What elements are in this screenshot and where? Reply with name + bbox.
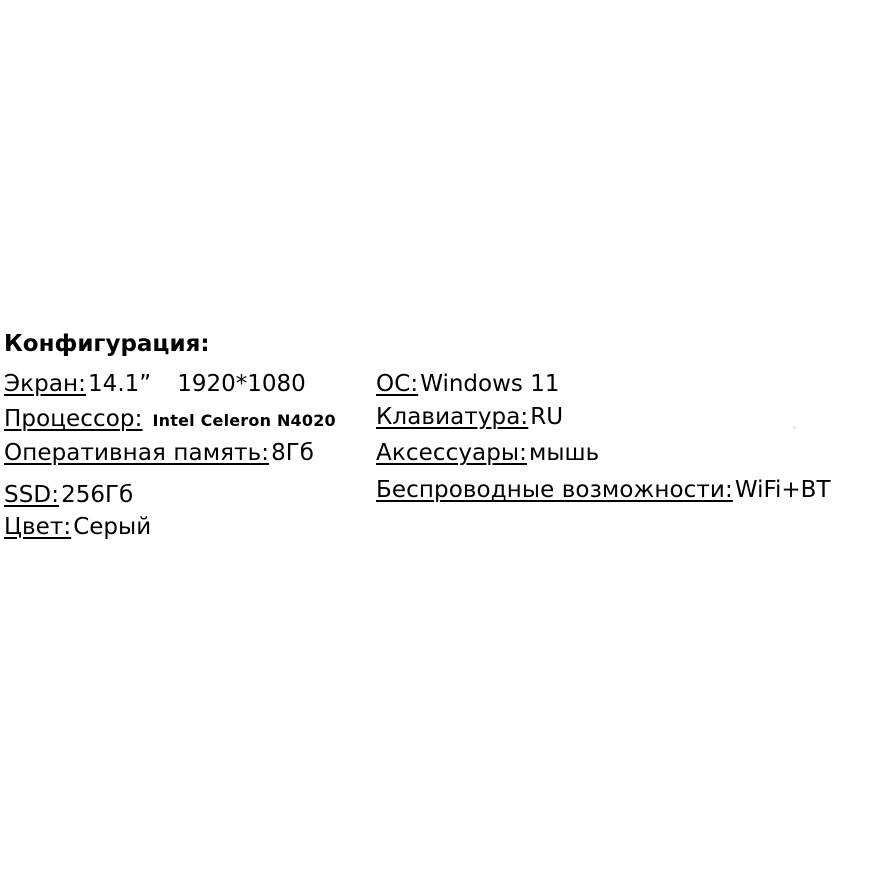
spec-value-ssd: 256Гб bbox=[61, 482, 134, 508]
config-title: Конфигурация: bbox=[4, 331, 210, 357]
spec-label-keyboard: Клавиатура: bbox=[376, 404, 529, 430]
spec-value-screen-resolution: 1920*1080 bbox=[177, 371, 306, 397]
spec-row-color bbox=[4, 512, 151, 542]
spec-row-wireless bbox=[376, 475, 831, 505]
decorative-dot bbox=[793, 426, 796, 429]
spec-label-accessories: Аксессуары: bbox=[376, 440, 528, 466]
spec-row-os bbox=[376, 369, 559, 399]
spec-value-screen-size: 14.1” bbox=[88, 371, 152, 397]
spec-label-screen: Экран: bbox=[4, 371, 87, 397]
spec-label-ram: Оперативная память: bbox=[4, 440, 270, 466]
spec-row-screen bbox=[4, 369, 306, 399]
spec-row-ssd bbox=[4, 480, 133, 510]
spec-value-cpu: Intel Celeron N4020 bbox=[152, 411, 336, 430]
spec-value-keyboard: RU bbox=[530, 404, 564, 430]
spec-row-ram bbox=[4, 438, 314, 468]
spec-row-cpu bbox=[4, 404, 336, 436]
spec-value-os: Windows 11 bbox=[420, 371, 560, 397]
spec-value-wireless: WiFi+BT bbox=[734, 477, 831, 503]
spec-label-ssd: SSD: bbox=[4, 482, 60, 508]
spec-label-os: ОС: bbox=[376, 371, 419, 397]
spec-label-cpu: Процессор: bbox=[4, 406, 143, 432]
spec-label-wireless: Беспроводные возможности: bbox=[376, 477, 733, 503]
spec-row-accessories bbox=[376, 438, 599, 468]
spec-value-ram: 8Гб bbox=[271, 440, 314, 466]
spec-value-color: Серый bbox=[73, 514, 152, 540]
spec-label-color: Цвет: bbox=[4, 514, 72, 540]
spec-row-keyboard bbox=[376, 402, 563, 432]
spec-value-accessories: мышь bbox=[529, 440, 600, 466]
